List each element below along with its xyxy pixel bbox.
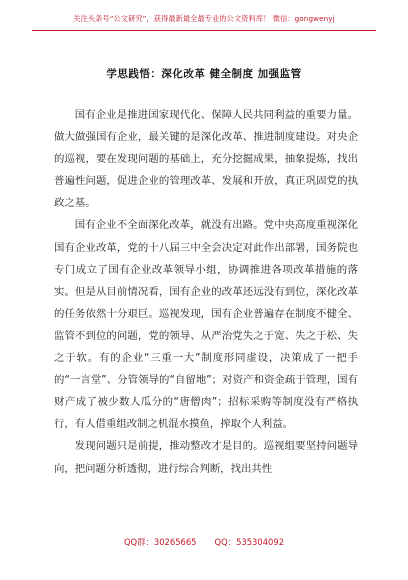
document-body xyxy=(54,104,358,480)
paragraph: 国有企业是推进国家现代化、保障人民共同利益的重要力量。做大做强国有企业，最关键的是深化改革、推进制度建设。对央企的巡视，要在发现问题的基础上，充分挖掘成果，抽象提炼，找出普遍性问题，促进企业的管理改革、发展和开放，真正巩固党的执政之基。 xyxy=(54,109,358,210)
header-banner: 关注头条号“公文研究”，获得最新最全最专业的公文资料库！ 微信：gongwenyj xyxy=(73,14,335,23)
document-title: 学思践悟：深化改革 健全制度 加强监管 xyxy=(106,68,302,80)
paragraph: 发现问题只是前提，推动整改才是目的。巡视组要坚持问题导向，把问题分析透彻，进行综合判断，找出共性 xyxy=(54,440,358,475)
footer-qq-group: QQ群：30265665 xyxy=(123,537,197,547)
footer-qq: QQ：535304092 xyxy=(214,537,285,547)
header-divider xyxy=(32,30,376,31)
footer xyxy=(0,536,408,548)
paragraph: 国有企业不全面深化改革，就没有出路。党中央高度重视深化国有企业改革，党的十八届三中全会决定对此作出部署，国务院也专门成立了国有企业改革领导小组，协调推进各项改革措施的落实。但是从目前情况看，国有企业的改革还远没有到位，深化改革的任务依然十分艰巨。巡视发现，国有企业普遍存在制度不健全、监管不到位的问题，党的领导、从严治党失之于宽、失之于松、失之于软。有的企业“三重一大”制度形同虚设，决策成了一把手的“一言堂”、分管领导的“自留地”；对资产和资金疏于管理，国有财产成了被少数人瓜分的“唐僧肉”；招标采购等制度没有严格执行，有人借重组改制之机混水摸鱼，搾取个人利益。 xyxy=(54,219,358,431)
